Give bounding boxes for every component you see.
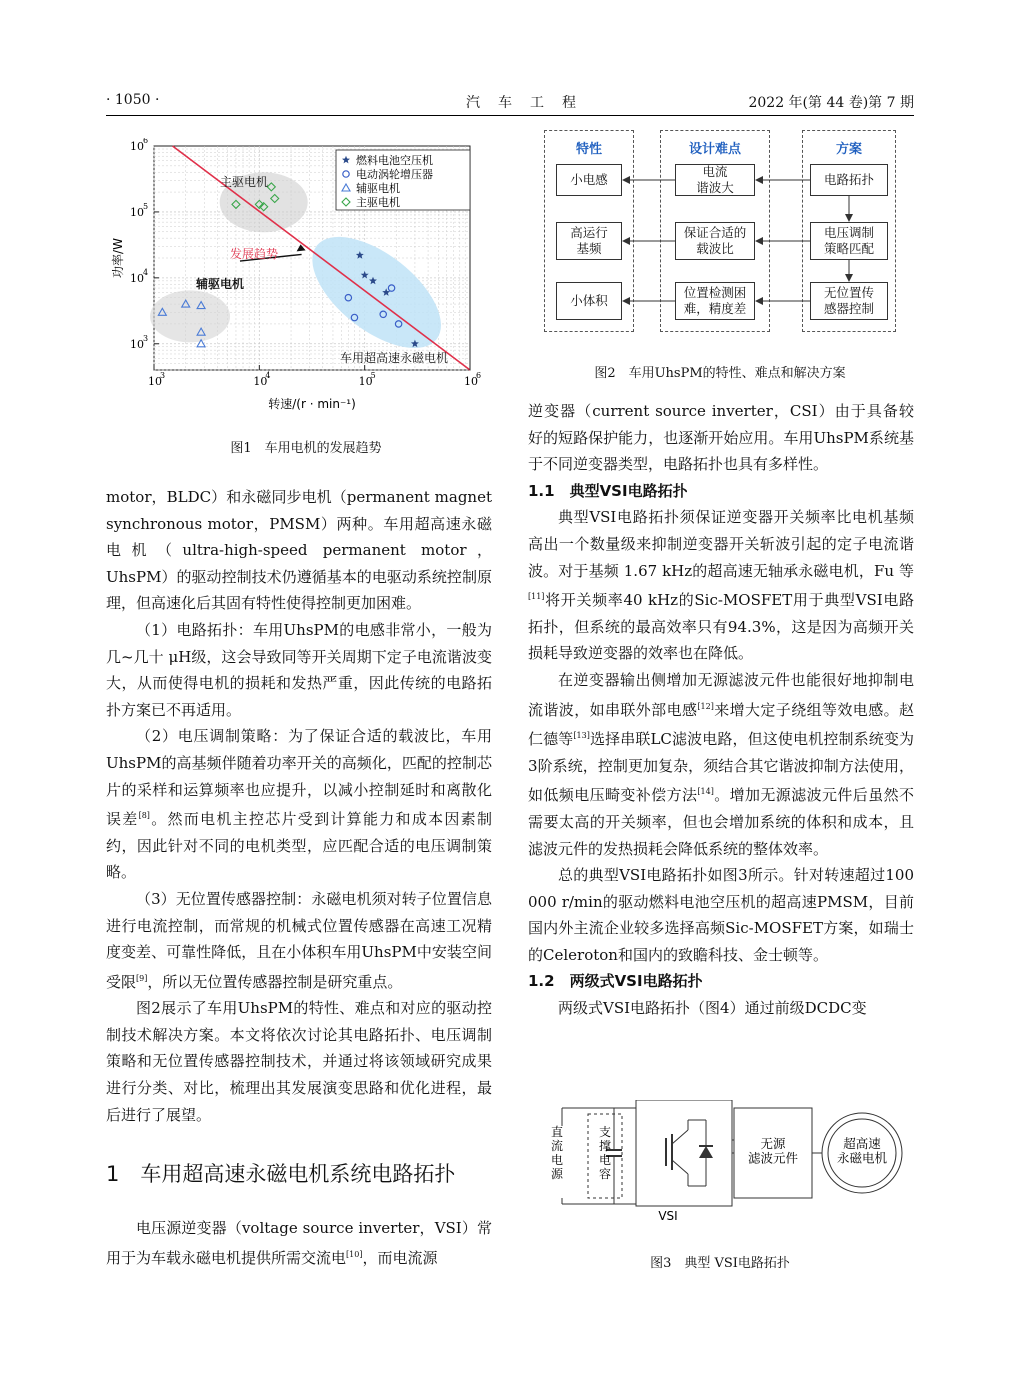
paragraph: 总的典型VSI电路拓扑如图3所示。针对转速超过100 000 r/min的驱动燃料电池空压机的超高速PMSM，目前国内外主流企业较多选择高频Sic-MOSFET方案，如瑞士的Celeroton和国内的致瞻科技、金士顿等。: [528, 866, 914, 964]
paragraph: 逆变器（current source inverter，CSI）由于具备较好的短路保护能力，也逐渐开始应用。车用UhsPM系统基于不同逆变器类型，电路拓扑也具有多样性。: [528, 402, 914, 474]
y-tick-label: 10: [130, 140, 144, 153]
figure-1-caption: 图1 车用电机的发展趋势: [230, 441, 382, 456]
journal-title: 汽 车 工 程: [466, 95, 578, 111]
y-axis-label: 功率/W: [111, 238, 125, 278]
figure-1-chart: [108, 138, 508, 418]
label-main-drive: 主驱电机: [220, 175, 269, 189]
head-solutions: 方案: [835, 142, 862, 157]
filter-label: 无源滤波元件: [747, 1136, 799, 1166]
y-tick-exponent: 3: [143, 333, 149, 343]
y-tick-exponent: 5: [143, 201, 149, 211]
box-carrier-ratio: 保证合适的 载波比: [675, 222, 755, 260]
section-heading-1-1: 1.1 典型VSI电路拓扑: [528, 481, 688, 500]
y-tick-label: 10: [130, 205, 144, 219]
x-tick-label: 10: [148, 375, 162, 388]
section-heading-1-2: 1.2 两级式VSI电路拓扑: [528, 972, 703, 991]
page-number: · 1050 ·: [106, 92, 160, 108]
x-tick-exponent: 5: [370, 371, 376, 380]
vsi-label: VSI: [658, 1209, 678, 1223]
x-tick-label: 10: [464, 375, 478, 388]
capacitor-label: 支撑电容: [598, 1125, 612, 1181]
left-column-bottom: [106, 1215, 492, 1271]
citation[interactable]: [8]: [138, 811, 150, 821]
x-tick-exponent: 4: [265, 371, 271, 380]
y-tick-label: 10: [130, 271, 144, 285]
paragraph: 电压源逆变器（voltage source inverter，VSI）常用于为车载永磁电机提供所需交流电[10]，而电流源: [106, 1219, 492, 1267]
y-tick-exponent: 4: [143, 267, 149, 277]
citation[interactable]: [13]: [573, 731, 590, 741]
legend-label: 辅驱电机: [356, 182, 400, 195]
label-aux-drive: 辅驱电机: [196, 277, 245, 291]
vsi-box: [636, 1100, 732, 1206]
paragraph: motor，BLDC）和永磁同步电机（permanent magnet synchronous motor，PMSM）两种。车用超高速永磁电机（ultra-high-speed permanent motor，UhsPM）的驱动控制技术仍遵循基本的电驱动系统控制原理，但高速化后其固有特性使得控制更加困难。: [106, 488, 492, 613]
y-tick-label: 10: [130, 337, 144, 351]
paragraph: （1）电路拓扑：车用UhsPM的电感非常小，一般为几~几十 μH级，这会导致同等开关周期下定子电流谐波变大，从而使得电机的损耗和发热严重，因此传统的电路拓扑方案已不再适用。: [106, 620, 492, 719]
paragraph: 两级式VSI电路拓扑（图4）通过前级DCDC变: [558, 999, 867, 1018]
header-rule: [106, 115, 914, 116]
legend-label: 电动涡轮增压器: [356, 168, 433, 181]
paragraph: （2）电压调制策略：为了保证合适的载波比，车用UhsPM的高基频伴随着功率开关的高频化，匹配的控制芯片的采样和运算频率也应提升，以减小控制延时和离散化误差[8]。然而电机主控芯片受到计算能力和成本因素制约，因此针对不同的电机类型，应匹配合适的电压调制策略。: [106, 727, 492, 882]
label-uhs-motor: 车用超高速永磁电机: [340, 351, 449, 365]
box-small-volume: 小体积: [556, 282, 622, 320]
paragraph: 在逆变器输出侧增加无源滤波元件也能很好地抑制电流谐波，如串联外部电感[12]来增大定子绕组等效电感。赵仁德等[13]选择串联LC滤波电路，但这使电机控制系统变为3阶系统，控制更加复杂，须结合其它谐波抑制方法使用，如低频电压畸变补偿方法[14]。增加无源滤波元件后虽然不需要太高的开关频率，但也会增加系统的体积和成本，且滤波元件的发热损耗会降低系统的整体效率。: [528, 670, 914, 858]
figure-2-arrows: [544, 130, 896, 332]
head-characteristics: 特性: [575, 142, 602, 157]
figure-3-caption: 图3 典型 VSI电路拓扑: [650, 1256, 790, 1271]
motor-label: 超高速永磁电机: [836, 1136, 888, 1166]
aux-drive-cluster: [150, 290, 230, 342]
x-tick-exponent: 6: [476, 371, 482, 380]
citation[interactable]: [10]: [346, 1249, 363, 1259]
label-trend: 发展趋势: [230, 247, 279, 261]
citation[interactable]: [12]: [697, 701, 714, 711]
box-position-detection: 位置检测困 难，精度差: [675, 282, 755, 320]
section-heading-1: 1 车用超高速永磁电机系统电路拓扑: [106, 1162, 456, 1186]
legend-label: 主驱电机: [356, 196, 400, 209]
x-axis-label: 转速/(r · min⁻¹): [268, 397, 356, 411]
x-tick-label: 10: [358, 375, 373, 388]
citation[interactable]: [11]: [528, 592, 545, 602]
head-difficulties: 设计难点: [688, 142, 741, 157]
x-tick-label: 10: [253, 375, 268, 388]
paragraph: （3）无位置传感器控制：永磁电机须对转子位置信息进行电流控制，而常规的机械式位置传感器在高速工况精度变差、可靠性降低，且在小体积车用UhsPM中安装空间受限[9]，所以无位置传感器控制是研究重点。: [106, 889, 492, 991]
dc-source-label: 直流电源: [550, 1125, 564, 1181]
figure-3-diagram: [540, 1100, 910, 1225]
box-sensorless: 无位置传 感器控制: [810, 282, 888, 320]
plot-area: [110, 138, 481, 411]
figure-2-caption: 图2 车用UhsPM的特性、难点和解决方案: [594, 366, 846, 381]
box-small-inductance: 小电感: [556, 164, 622, 196]
citation[interactable]: [14]: [697, 787, 714, 797]
paragraph: 典型VSI电路拓扑须保证逆变器开关频率比电机基频高出一个数量级来抑制逆变器开关斩波引起的定子电流谐波。对于基频 1.67 kHz的超高速无轴承永磁电机，Fu 等[11]将开关频率40 kHz的Sic-MOSFET用于典型VSI电路拓扑，但系统的最高效率只有94.3%，这是因为高频开关损耗导致逆变器的效率也在降低。: [528, 508, 914, 663]
box-voltage-modulation: 电压调制 策略匹配: [810, 222, 888, 260]
left-column: [106, 484, 492, 1128]
legend-label: 燃料电池空压机: [356, 154, 433, 167]
citation[interactable]: [9]: [136, 973, 148, 983]
figure-2-diagram: [544, 130, 896, 332]
y-tick-exponent: 6: [143, 138, 149, 145]
box-current-harmonics: 电流 谐波大: [675, 164, 755, 196]
box-circuit-topology: 电路拓扑: [810, 164, 888, 196]
issue-info: 2022 年(第 44 卷)第 7 期: [748, 95, 914, 111]
box-high-frequency: 高运行 基频: [556, 222, 622, 260]
right-column: [528, 398, 914, 1022]
paragraph: 图2展示了车用UhsPM的特性、难点和对应的驱动控制技术解决方案。本文将依次讨论其电路拓扑、电压调制策略和无位置传感器控制技术，并通过将该领域研究成果进行分类、对比，梳理出其发展演变思路和优化进程，最后进行了展望。: [106, 999, 492, 1124]
x-tick-exponent: 3: [160, 371, 166, 380]
